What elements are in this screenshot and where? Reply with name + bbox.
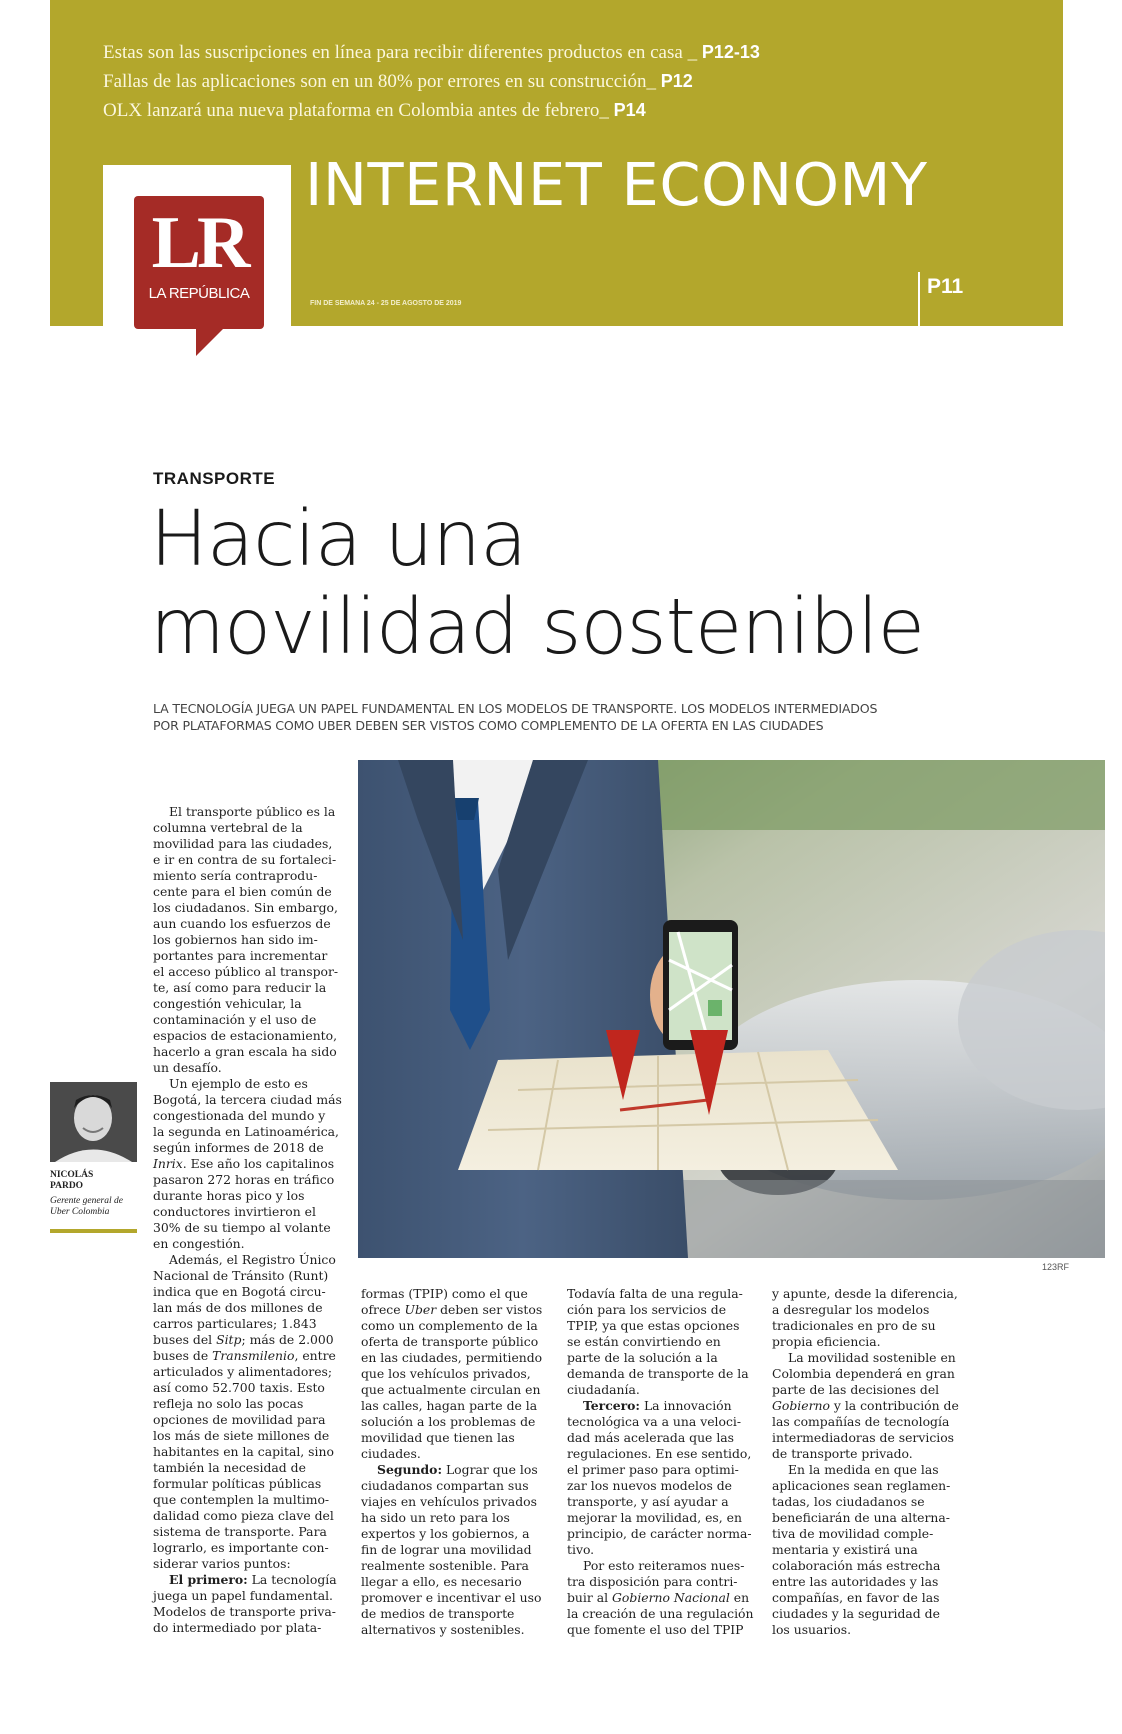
body-text-line: dad más acelerada que las — [567, 1430, 735, 1445]
teaser-page-ref: P12 — [660, 71, 693, 91]
body-text-line: las compañías de tecnología — [772, 1414, 950, 1429]
body-text-line: e ir en contra de su fortaleci- — [153, 852, 337, 867]
photo-credit: 123RF — [1042, 1262, 1070, 1272]
body-text-line: ción para los servicios de — [567, 1302, 727, 1317]
body-text-line: aun cuando los esfuerzos de — [153, 916, 331, 931]
body-text-line: habitantes en la capital, sino — [153, 1444, 334, 1459]
body-text-line: articulados y alimentadores; — [153, 1364, 333, 1379]
body-text-line: Nacional de Tránsito (Runt) — [153, 1268, 329, 1283]
body-text-line: la creación de una regulación — [567, 1606, 754, 1621]
body-text-line: alternativos y sostenibles. — [361, 1622, 525, 1637]
body-text-line: lan más de dos millones de — [153, 1300, 323, 1315]
body-text-line: ofrece Uber deben ser vistos — [361, 1302, 543, 1317]
body-text-line: principio, de carácter norma- — [567, 1526, 752, 1541]
body-text-line: un desafío. — [153, 1060, 222, 1075]
body-text-line: TPIP, ya que estas opciones — [567, 1318, 740, 1333]
body-text-line: según informes de 2018 de — [153, 1140, 324, 1155]
body-text-line: hacerlo a gran escala ha sido — [153, 1044, 337, 1059]
logo-speech-tail — [196, 326, 226, 356]
body-text-line: lograrlo, es importante con- — [153, 1540, 329, 1555]
article-kicker: TRANSPORTE — [153, 469, 276, 488]
body-text-line: Por esto reiteramos nues- — [583, 1558, 745, 1573]
body-text-line: mentaria y existirá una — [772, 1542, 918, 1557]
headline-line: movilidad sostenible — [150, 583, 925, 672]
body-text-line: el acceso público al transpor- — [153, 964, 339, 979]
body-text-line: Bogotá, la tercera ciudad más — [153, 1092, 342, 1107]
body-text-line: opciones de movilidad para — [153, 1412, 326, 1427]
body-text-line: La movilidad sostenible en — [788, 1350, 956, 1365]
body-text-line: indica que en Bogotá circu- — [153, 1284, 326, 1299]
body-text-line: ciudadanos compartan sus — [361, 1478, 529, 1493]
teaser-item[interactable]: Fallas de las aplicaciones son en un 80% por errores en su construcción_ P12 — [103, 71, 693, 92]
body-text-line: buir al Gobierno Nacional en — [567, 1590, 750, 1605]
body-text-line: El primero: La tecnología — [169, 1572, 337, 1587]
body-text-line: beneficiarán de una alterna- — [772, 1510, 950, 1525]
body-text-line: mejorar la movilidad, es, en — [567, 1510, 742, 1525]
body-text-line: en las ciudades, permitiendo — [361, 1350, 543, 1365]
teaser-list — [103, 38, 760, 125]
author-name: NICOLÁS PARDO — [50, 1170, 94, 1191]
body-text-line: que actualmente circulan en — [361, 1382, 541, 1397]
article-headline — [150, 496, 924, 672]
body-text-line: tivo. — [567, 1542, 595, 1557]
body-text-line: que los vehículos privados, — [361, 1366, 531, 1381]
body-text-line: promover e incentivar el uso — [361, 1590, 542, 1605]
headline-line: Hacia una — [150, 495, 527, 584]
body-text-line: llegar a ello, es necesario — [361, 1574, 522, 1589]
section-title: INTERNET ECONOMY — [305, 150, 928, 219]
body-text-line: dalidad como pieza clave del — [153, 1508, 334, 1523]
body-text-line: regulaciones. En ese sentido, — [567, 1446, 752, 1461]
body-text-line: las calles, hagan parte de la — [361, 1398, 538, 1413]
body-text-line: propia eficiencia. — [772, 1334, 881, 1349]
body-text-line: así como 52.700 taxis. Esto — [153, 1380, 325, 1395]
body-text-line: te, así como para reducir la — [153, 980, 327, 995]
body-text-line: Segundo: Lograr que los — [377, 1462, 538, 1477]
body-text-line: el primer paso para optimi- — [567, 1462, 739, 1477]
teaser-item[interactable]: Estas son las suscripciones en línea para recibir diferentes productos en casa _ P12-13 — [103, 42, 760, 63]
body-text-line: durante horas pico y los — [153, 1188, 305, 1203]
body-text-line: los gobiernos han sido im- — [153, 932, 318, 947]
body-text-line: miento sería contraprodu- — [153, 868, 318, 883]
deck-line: POR PLATAFORMAS COMO UBER DEBEN SER VISTOS COMO COMPLEMENTO DE LA OFERTA EN LAS CIUDADES — [153, 718, 824, 733]
body-text-line: y apunte, desde la diferencia, — [772, 1286, 958, 1301]
body-text-line: formular políticas públicas — [153, 1476, 322, 1491]
body-text-line: Gobierno y la contribución de — [772, 1398, 959, 1413]
body-text-line: en congestión. — [153, 1236, 245, 1251]
body-text-line: Además, el Registro Único — [169, 1252, 336, 1267]
teaser-page-ref: P14 — [613, 100, 646, 120]
body-text-line: los más de siete millones de — [153, 1428, 330, 1443]
body-text-line: solución a los problemas de — [361, 1414, 536, 1429]
body-text-line: ciudades. — [361, 1446, 421, 1461]
body-text-line: contaminación y el uso de — [153, 1012, 317, 1027]
logo-mark: LR — [151, 202, 247, 284]
body-text-line: entre las autoridades y las — [772, 1574, 939, 1589]
body-text-line: parte de las decisiones del — [772, 1382, 940, 1397]
body-text-line: ciudadanía. — [567, 1382, 640, 1397]
body-text-line: movilidad para las ciudades, — [153, 836, 333, 851]
body-text-line: buses del Sitp; más de 2.000 — [153, 1332, 334, 1347]
body-text-line: buses de Transmilenio, entre — [153, 1348, 336, 1363]
body-text-line: sistema de transporte. Para — [153, 1524, 327, 1539]
article-column-4 — [772, 1286, 959, 1638]
body-text-line: la segunda en Latinoamérica, — [153, 1124, 339, 1139]
teaser-item[interactable]: OLX lanzará una nueva plataforma en Colombia antes de febrero_ P14 — [103, 100, 646, 121]
body-text-line: juega un papel fundamental. — [153, 1588, 333, 1603]
body-text-line: demanda de transporte de la — [567, 1366, 749, 1381]
body-text-line: oferta de transporte público — [361, 1334, 539, 1349]
body-text-line: cente para el bien común de — [153, 884, 332, 899]
page-number: P11 — [927, 275, 964, 298]
author-avatar — [50, 1082, 137, 1162]
body-text-line: a desregular los modelos — [772, 1302, 930, 1317]
body-text-line: zar los nuevos modelos de — [567, 1478, 733, 1493]
article-column-1 — [153, 804, 342, 1636]
body-text-line: portantes para incrementar — [153, 948, 328, 963]
body-text-line: transporte, y así ayudar a — [567, 1494, 729, 1509]
body-text-line: compañías, en favor de las — [772, 1590, 940, 1605]
body-text-line: congestionada del mundo y — [153, 1108, 326, 1123]
author-role: Gerente general de Uber Colombia — [50, 1196, 123, 1217]
body-text-line: conductores invirtieron el — [153, 1204, 316, 1219]
body-text-line: formas (TPIP) como el que — [361, 1286, 528, 1301]
body-text-line: Inrix. Ese año los capitalinos — [153, 1156, 335, 1171]
body-text-line: Tercero: La innovación — [583, 1398, 732, 1413]
body-text-line: como un complemento de la — [361, 1318, 538, 1333]
body-text-line: Un ejemplo de esto es — [169, 1076, 308, 1091]
body-text-line: colaboración más estrecha — [772, 1558, 941, 1573]
body-text-line: tadas, los ciudadanos se — [772, 1494, 925, 1509]
body-text-line: refleja no solo las pocas — [153, 1396, 304, 1411]
body-text-line: Modelos de transporte priva- — [153, 1604, 336, 1619]
body-text-line: tradicionales en pro de su — [772, 1318, 936, 1333]
issue-date: FIN DE SEMANA 24 - 25 DE AGOSTO DE 2019 — [310, 300, 462, 307]
body-text-line: viajes en vehículos privados — [361, 1494, 537, 1509]
body-text-line: columna vertebral de la — [153, 820, 303, 835]
body-text-line: los usuarios. — [772, 1622, 852, 1637]
body-text-line: El transporte público es la — [169, 804, 336, 819]
body-text-line: de transporte privado. — [772, 1446, 913, 1461]
body-text-line: 30% de su tiempo al volante — [153, 1220, 331, 1235]
body-text-line: expertos y los gobiernos, a — [361, 1526, 530, 1541]
article-column-2 — [361, 1286, 542, 1638]
body-text-line: tecnológica va a una veloci- — [567, 1414, 742, 1429]
body-text-line: de medios de transporte — [361, 1606, 515, 1621]
body-text-line: parte de la solución a la — [567, 1350, 718, 1365]
body-text-line: también la necesidad de — [153, 1460, 306, 1475]
body-text-line: ciudades y la seguridad de — [772, 1606, 940, 1621]
body-text-line: movilidad que tienen las — [361, 1430, 515, 1445]
body-text-line: que contemplen la multimo- — [153, 1492, 330, 1507]
body-text-line: do intermediado por plata- — [153, 1620, 322, 1635]
body-text-line: aplicaciones sean reglamen- — [772, 1478, 951, 1493]
body-text-line: fin de lograr una movilidad — [361, 1542, 532, 1557]
body-text-line: En la medida en que las — [788, 1462, 939, 1477]
body-text-line: que fomente el uso del TPIP — [567, 1622, 744, 1637]
body-text-line: pasaron 272 horas en tráfico — [153, 1172, 335, 1187]
body-text-line: ha sido un reto para los — [361, 1510, 510, 1525]
body-text-line: congestión vehicular, la — [153, 996, 302, 1011]
page-number-divider — [918, 272, 920, 326]
article-column-3 — [567, 1286, 754, 1638]
logo-name: LA REPÚBLICA — [148, 285, 250, 302]
body-text-line: realmente sostenible. Para — [361, 1558, 529, 1573]
body-text-line: carros particulares; 1.843 — [153, 1316, 317, 1331]
body-text-line: se están convirtiendo en — [567, 1334, 721, 1349]
body-text-line: tiva de movilidad comple- — [772, 1526, 934, 1541]
body-text-line: los ciudadanos. Sin embargo, — [153, 900, 338, 915]
body-text-line: Colombia dependerá en gran — [772, 1366, 955, 1381]
teaser-page-ref: P12-13 — [701, 42, 760, 62]
body-text-line: siderar varios puntos: — [153, 1556, 291, 1571]
article-photo — [358, 760, 1105, 1258]
body-text-line: intermediadoras de servicios — [772, 1430, 955, 1445]
author-rule — [50, 1229, 137, 1233]
deck-line: LA TECNOLOGÍA JUEGA UN PAPEL FUNDAMENTAL EN LOS MODELOS DE TRANSPORTE. LOS MODELOS INTERMEDIADOS — [153, 701, 878, 716]
article-deck — [153, 700, 877, 734]
body-text-line: espacios de estacionamiento, — [153, 1028, 338, 1043]
body-text-line: Todavía falta de una regula- — [567, 1286, 743, 1301]
body-text-line: tra disposición para contri- — [567, 1574, 738, 1589]
